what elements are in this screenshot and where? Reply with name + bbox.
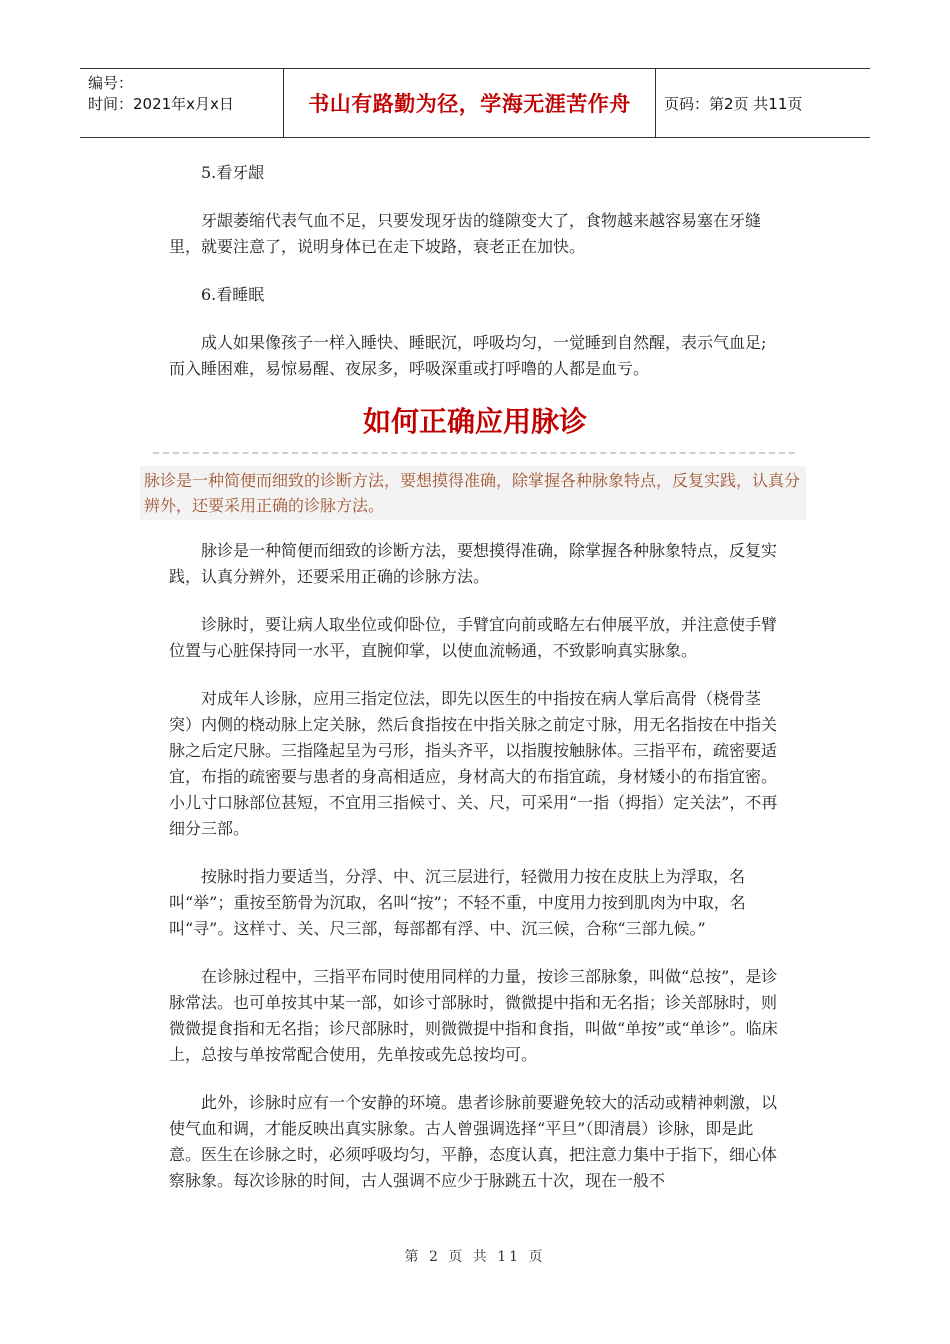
paragraph-sleep: 成人如果像孩子一样入睡快、睡眠沉，呼吸均匀，一觉睡到自然醒，表示气血足;而入睡困难，易惊易醒、夜尿多，呼吸深重或打呼噜的人都是血亏。 — [169, 333, 767, 378]
document-number-label: 编号： — [88, 74, 134, 92]
paragraph-gums: 牙龈萎缩代表气血不足，只要发现牙齿的缝隙变大了，食物越来越容易塞在牙缝里，就要注意了，说明身体已在走下坡路，衰老正在加快。 — [169, 211, 762, 256]
section-heading-sleep: 6.看睡眠 — [201, 285, 265, 304]
article-summary: 脉诊是一种简便而细致的诊断方法，要想摸得准确，除掌握各种脉象特点，反复实践，认真分辨外，还要采用正确的诊脉方法。 — [140, 466, 806, 520]
article-paragraph: 此外，诊脉时应有一个安静的环境。患者诊脉前要避免较大的活动或精神刺激，以使气血和调，才能反映出真实脉象。古人曾强调选择“平旦”（即清晨）诊脉，即是此意。医生在诊脉之时，必须呼吸均匀，平静，态度认真，把注意力集中于指下，细心体察脉象。每次诊脉的时间，古人强调不应少于脉跳五十次，现在一般不 — [169, 1093, 778, 1190]
page-footer: 第 2 页 共 11 页 — [404, 1249, 546, 1265]
article-title: 如何正确应用脉诊 — [362, 405, 587, 438]
article-paragraph: 诊脉时，要让病人取坐位或仰卧位，手臂宜向前或略左右伸展平放，并注意使手臂位置与心脏保持同一水平，直腕仰掌，以使血流畅通，不致影响真实脉象。 — [169, 615, 778, 660]
section-heading-gums: 5.看牙龈 — [201, 163, 265, 182]
article-paragraph: 按脉时指力要适当，分浮、中、沉三层进行，轻微用力按在皮肤上为浮取，名叫“举”；重按至筋骨为沉取，名叫“按”；不轻不重，中度用力按到肌肉为中取，名叫“寻”。这样寸、关、尺三部，每部都有浮、中、沉三候，合称“三部九候。” — [169, 867, 746, 938]
header-motto: 书山有路勤为径，学海无涯苦作舟 — [283, 69, 656, 137]
article-paragraph: 对成年人诊脉，应用三指定位法，即先以医生的中指按在病人掌后高骨（桡骨茎突）内侧的桡动脉上定关脉，然后食指按在中指关脉之前定寸脉，用无名指按在中指关脉之后定尺脉。三指隆起呈为弓形，指头齐平，以指腹按触脉体。三指平布，疏密要适宜，布指的疏密要与患者的身高相适应，身材高大的布指宜疏，身材矮小的布指宜密。小儿寸口脉部位甚短，不宜用三指候寸、关、尺，可采用“一指（拇指）定关法”，不再细分三部。 — [169, 689, 778, 838]
header-meta — [80, 69, 283, 137]
article-body — [169, 536, 781, 1194]
article-paragraph: 脉诊是一种简便而细致的诊断方法，要想摸得准确，除掌握各种脉象特点，反复实践，认真分辨外，还要采用正确的诊脉方法。 — [169, 541, 778, 586]
title-divider — [153, 452, 795, 454]
document-date-label: 时间：2021年x月x日 — [88, 95, 234, 113]
intro-section — [169, 152, 781, 382]
article-paragraph: 在诊脉过程中，三指平布同时使用同样的力量，按诊三部脉象，叫做“总按”，是诊脉常法。也可单按其中某一部，如诊寸部脉时，微微提中指和无名指；诊关部脉时，则微微提食指和无名指；诊尺部脉时，则微微提中指和食指，叫做“单按”或“单诊”。临床上，总按与单按常配合使用，先单按或先总按均可。 — [169, 967, 778, 1064]
page-header — [80, 68, 870, 138]
header-page-info: 页码：第2页 共11页 — [664, 94, 803, 113]
